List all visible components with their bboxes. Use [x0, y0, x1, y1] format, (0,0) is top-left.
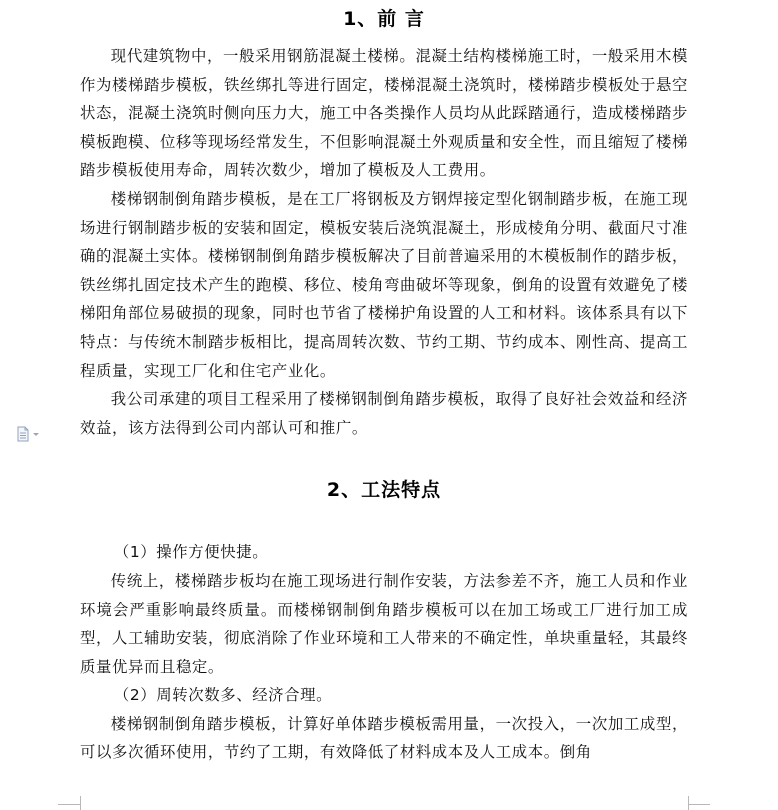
- section-1-paragraph-2: 楼梯钢制倒角踏步模板，是在工厂将钢板及方钢焊接定型化钢制踏步板，在施工现场进行钢制踏步板的安装和固定，模板安装后浇筑混凝土，形成棱角分明、截面尺寸准确的混凝土实体。楼梯钢制倒角踏步模板解决了目前普遍采用的木模板制作的踏步板，铁丝绑扎固定技术产生的跑模、移位、棱角弯曲破坏等现象，倒角的设置有效避免了楼梯阳角部位易破损的现象，同时也节省了楼梯护角设置的人工和材料。该体系具有以下特点：与传统木制踏步板相比，提高周转次数、节约工期、节约成本、刚性高、提高工程质量，实现工厂化和住宅产业化。: [80, 189, 688, 380]
- page-corner-mark-left-vertical: [80, 796, 81, 810]
- page-corner-mark-right: [688, 804, 710, 805]
- page-corner-mark-left: [58, 804, 80, 805]
- page-corner-mark-right-vertical: [688, 796, 689, 810]
- section-1-title: 1、前 言: [343, 8, 425, 30]
- section-2-paragraph-1: 传统上，楼梯踏步板均在施工现场进行制作安装，方法参差不齐，施工人员和作业环境会严重影响最终质量。而楼梯钢制倒角踏步模板可以在加工场或工厂进行加工成型，人工辅助安装，彻底消除了作业环境和工人带来的不确定性，单块重量轻，其最终质量优异而且稳定。: [80, 571, 688, 676]
- document-body: [80, 0, 688, 767]
- section-2-paragraph-2: 楼梯钢制倒角踏步模板，计算好单体踏步模板需用量，一次投入，一次加工成型，可以多次循环使用，节约了工期，有效降低了材料成本及人工成本。倒角: [80, 714, 688, 762]
- section-2-title: 2、工法特点: [326, 479, 442, 502]
- section-2-subheading-1: （1）操作方便快捷。: [113, 543, 269, 562]
- section-2-subheading-2: （2）周转次数多、经济合理。: [113, 686, 333, 705]
- section-1-paragraph-1: 现代建筑物中，一般采用钢筋混凝土楼梯。混凝土结构楼梯施工时，一般采用木模作为楼梯踏步模板，铁丝绑扎等进行固定，楼梯混凝土浇筑时，楼梯踏步模板处于悬空状态，混凝土浇筑时侧向压力大，施工中各类操作人员均从此踩踏通行，造成楼梯踏步模板跑模、位移等现场经常发生，不但影响混凝土外观质量和安全性，而且缩短了楼梯踏步模板使用寿命，周转次数少，增加了模板及人工费用。: [80, 47, 688, 180]
- section-1-paragraph-3: 我公司承建的项目工程采用了楼梯钢制倒角踏步模板，取得了良好社会效益和经济效益，该方法得到公司内部认可和推广。: [80, 390, 688, 437]
- paragraph-options-marker[interactable]: [16, 426, 44, 442]
- document-icon: [16, 426, 44, 442]
